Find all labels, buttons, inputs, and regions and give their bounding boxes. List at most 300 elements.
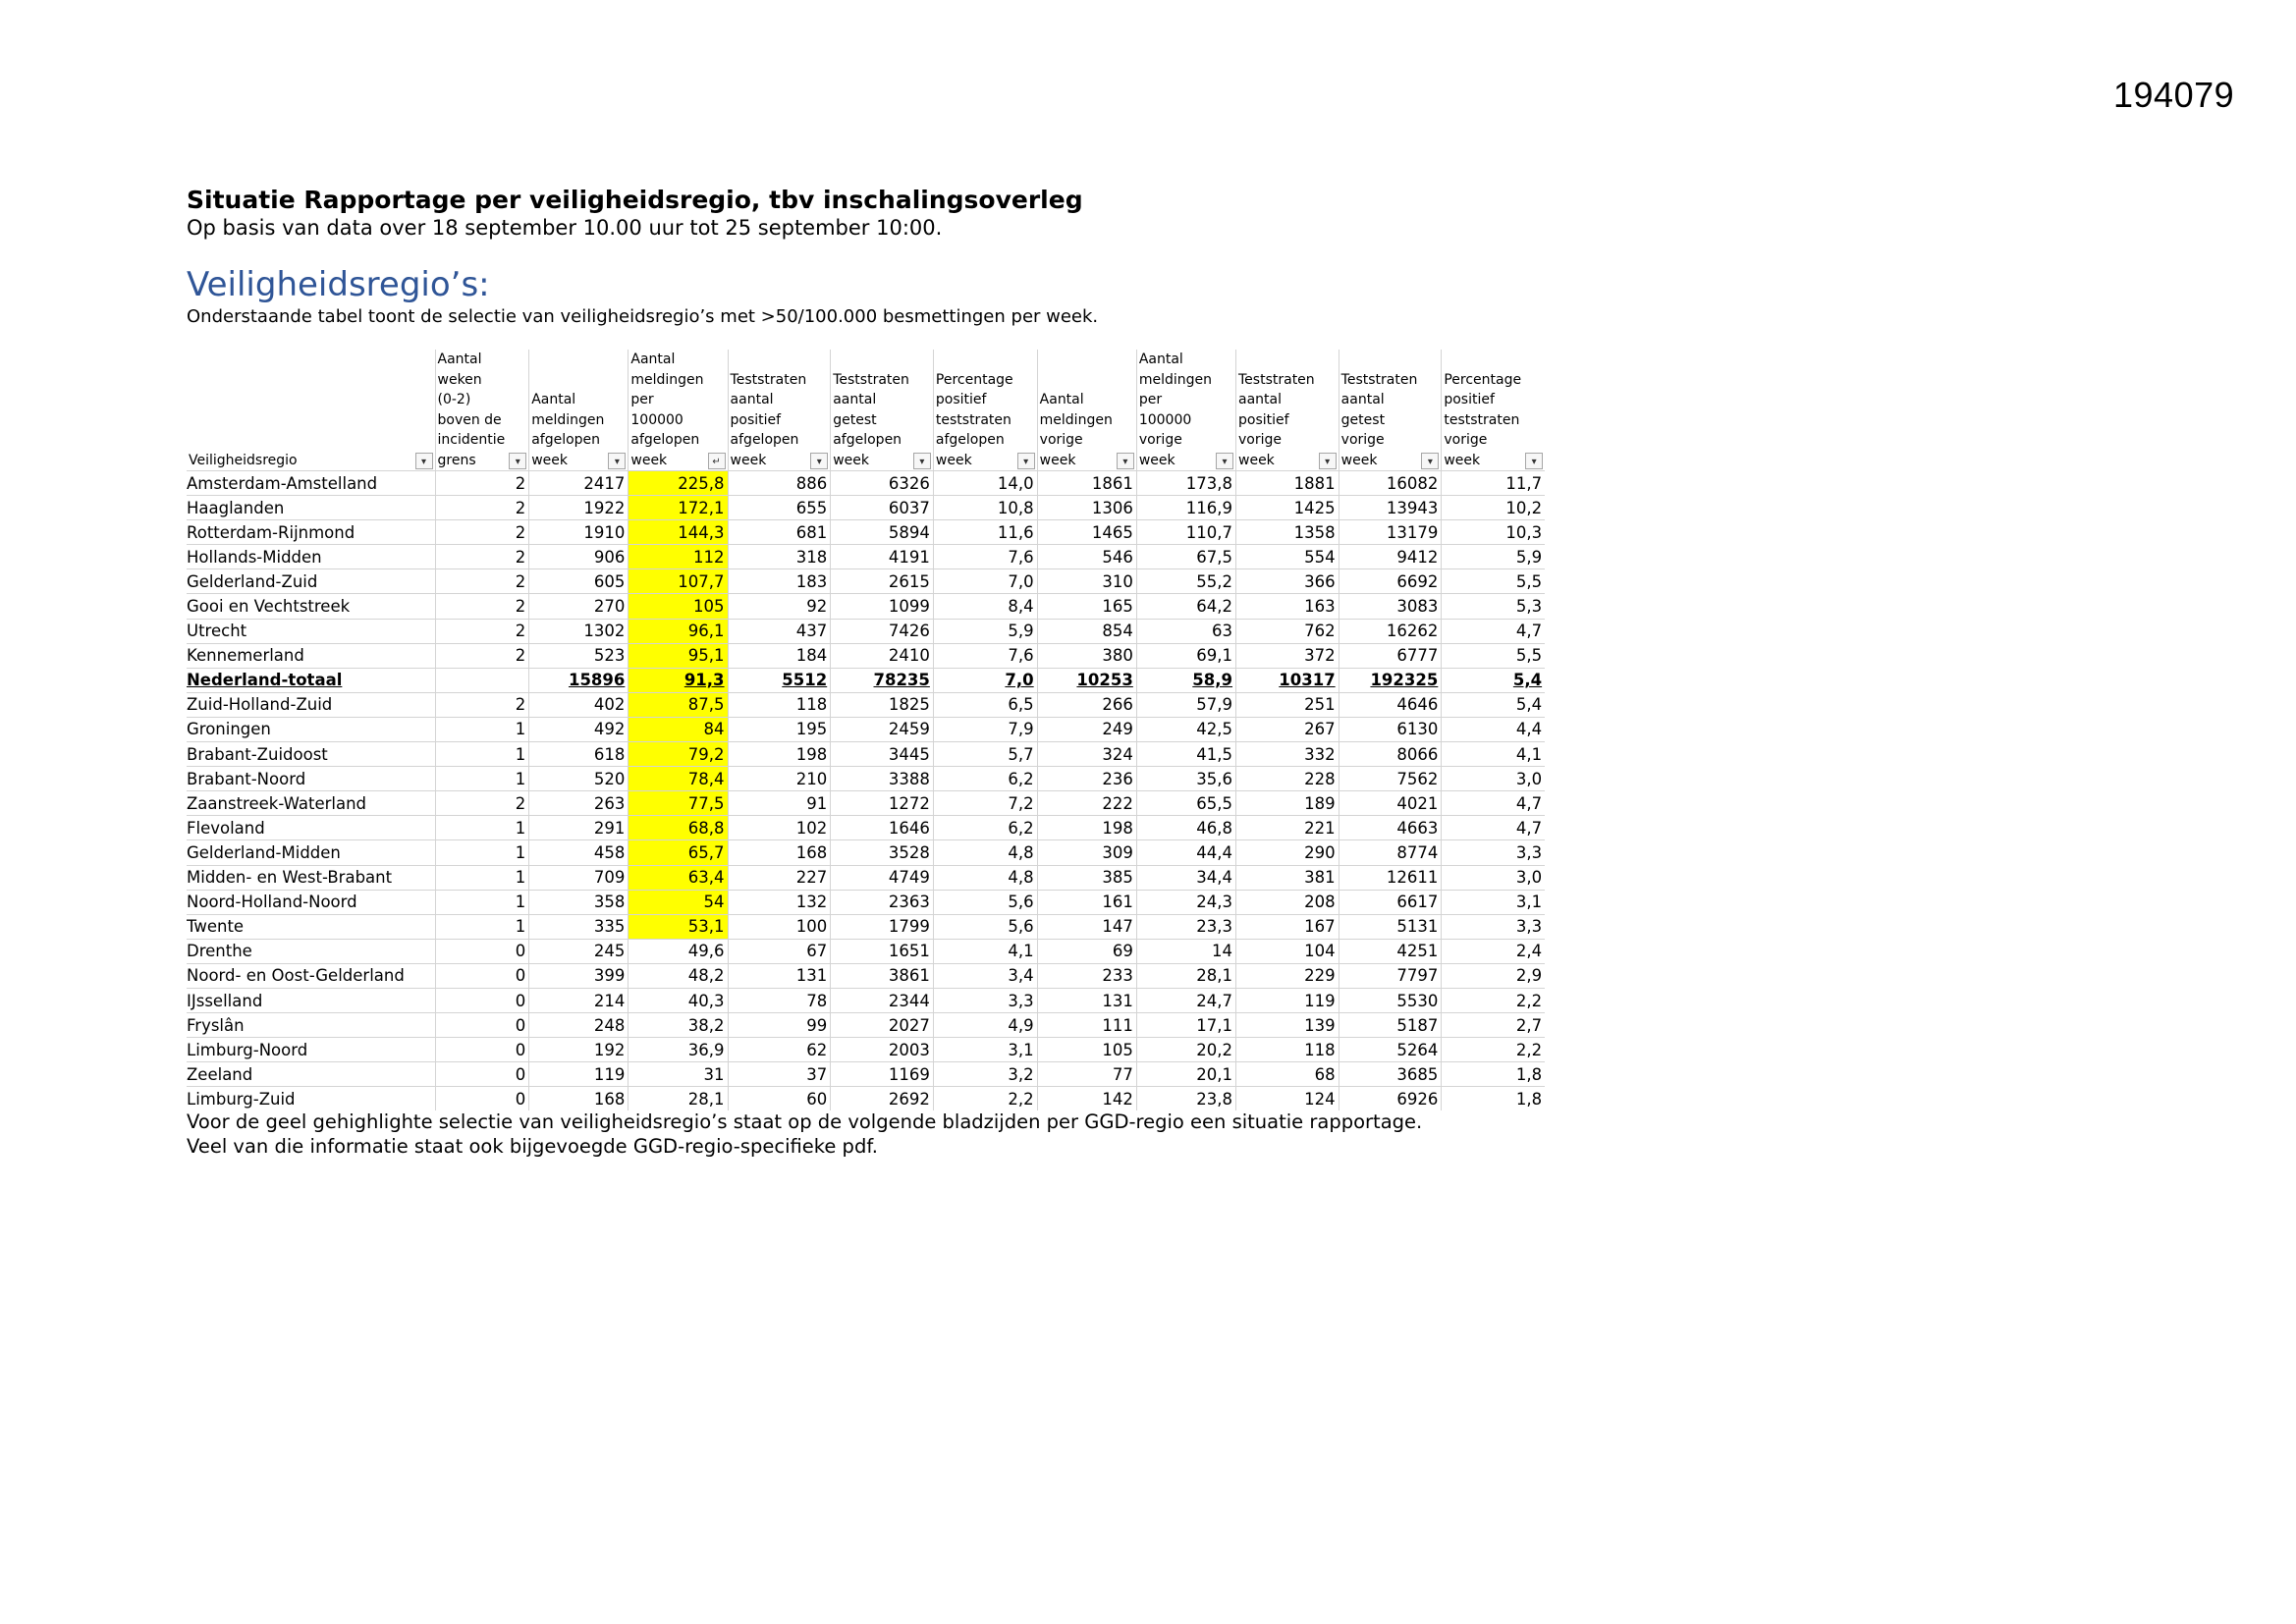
table-row [187,619,1545,643]
table-cell: 6777 [1339,643,1442,668]
table-cell: 2 [435,791,529,816]
table-cell: 2,9 [1442,963,1545,988]
table-cell: 7,0 [933,668,1037,692]
table-cell: 6037 [831,496,934,520]
table-cell: 709 [529,865,629,890]
table-cell: 5,4 [1442,668,1545,692]
region-name-cell: IJsselland [187,988,435,1012]
table-cell: 366 [1236,569,1339,594]
table-cell: 6,2 [933,816,1037,840]
table-cell: 4,8 [933,840,1037,865]
table-cell: 225,8 [629,471,728,496]
table-row [187,791,1545,816]
table-cell: 46,8 [1136,816,1235,840]
table-cell: 7,0 [933,569,1037,594]
region-name-cell: Gelderland-Midden [187,840,435,865]
table-cell: 380 [1037,643,1136,668]
table-cell: 6326 [831,471,934,496]
table-cell: 144,3 [629,520,728,545]
region-name-cell: Limburg-Zuid [187,1087,435,1111]
table-cell: 4021 [1339,791,1442,816]
document-number: 194079 [2113,75,2235,115]
table-cell: 2363 [831,890,934,914]
table-cell: 2 [435,520,529,545]
region-name-cell: Limburg-Noord [187,1038,435,1062]
table-cell: 1272 [831,791,934,816]
table-cell: 458 [529,840,629,865]
region-name-cell: Groningen [187,717,435,741]
table-cell: 23,8 [1136,1087,1235,1111]
table-cell: 118 [728,692,831,717]
table-cell: 91,3 [629,668,728,692]
region-name-cell: Amsterdam-Amstelland [187,471,435,496]
table-cell: 2 [435,496,529,520]
table-cell: 62 [728,1038,831,1062]
table-row [187,471,1545,496]
table-row [187,692,1545,717]
table-cell: 1,8 [1442,1087,1545,1111]
report-subtitle: Op basis van data over 18 september 10.00 uur tot 25 september 10:00. [187,216,943,240]
table-cell: 5131 [1339,914,1442,939]
column-header-3 [629,350,728,471]
column-header-10 [1339,350,1442,471]
table-cell: 324 [1037,742,1136,767]
dropdown-arrow-icon[interactable]: ▾ [1017,453,1035,469]
table-cell: 139 [1236,1013,1339,1038]
table-cell: 3,3 [1442,840,1545,865]
table-cell: 0 [435,939,529,963]
table-row [187,1062,1545,1087]
table-cell: 183 [728,569,831,594]
table-cell: 42,5 [1136,717,1235,741]
table-cell: 92 [728,594,831,619]
column-header-4 [728,350,831,471]
table-cell: 20,2 [1136,1038,1235,1062]
table-cell: 2003 [831,1038,934,1062]
table-cell: 105 [1037,1038,1136,1062]
table-row [187,594,1545,619]
table-cell: 1 [435,742,529,767]
table-cell: 1651 [831,939,934,963]
table-cell: 95,1 [629,643,728,668]
table-cell: 227 [728,865,831,890]
table-cell: 6,5 [933,692,1037,717]
column-header-1 [435,350,529,471]
table-cell: 64,2 [1136,594,1235,619]
table-cell: 5,6 [933,914,1037,939]
table-cell: 1169 [831,1062,934,1087]
table-cell: 222 [1037,791,1136,816]
table-cell: 3,3 [1442,914,1545,939]
table-cell: 5894 [831,520,934,545]
regio-table-container [187,350,1545,1110]
table-row [187,742,1545,767]
dropdown-arrow-icon[interactable]: ▾ [1421,453,1439,469]
footnote-line-1: Voor de geel gehighlighte selectie van veiligheidsregio’s staat op de volgende bladzijden per GGD-regio een situatie rapportage. [187,1110,1423,1133]
footnote-line-2: Veel van die informatie staat ook bijgevoegde GGD-regio-specifieke pdf. [187,1135,878,1158]
table-cell: 173,8 [1136,471,1235,496]
table-cell: 65,5 [1136,791,1235,816]
dropdown-arrow-icon[interactable]: ▾ [415,453,433,469]
table-cell: 78,4 [629,767,728,791]
table-cell: 65,7 [629,840,728,865]
column-header-6 [933,350,1037,471]
table-cell: 5512 [728,668,831,692]
table-cell: 35,6 [1136,767,1235,791]
table-cell: 0 [435,1013,529,1038]
table-cell: 5,6 [933,890,1037,914]
table-cell: 3,0 [1442,767,1545,791]
table-cell: 105 [629,594,728,619]
table-cell: 520 [529,767,629,791]
table-row [187,520,1545,545]
region-name-cell: Hollands-Midden [187,545,435,569]
table-cell: 119 [1236,988,1339,1012]
table-cell: 69,1 [1136,643,1235,668]
table-cell: 1799 [831,914,934,939]
column-header-9 [1236,350,1339,471]
table-cell: 4,7 [1442,791,1545,816]
table-cell: 1306 [1037,496,1136,520]
table-cell: 67 [728,939,831,963]
table-cell: 87,5 [629,692,728,717]
table-cell: 168 [529,1087,629,1111]
table-cell: 40,3 [629,988,728,1012]
table-cell: 107,7 [629,569,728,594]
column-header-label: Aantal meldingen per 100000 vorige week [1138,352,1212,468]
table-cell: 2 [435,643,529,668]
table-cell: 132 [728,890,831,914]
table-cell: 48,2 [629,963,728,988]
table-cell: 332 [1236,742,1339,767]
column-header-label: Aantal meldingen afgelopen week [531,392,605,468]
table-cell: 249 [1037,717,1136,741]
table-cell: 44,4 [1136,840,1235,865]
table-row [187,569,1545,594]
table-cell: 5530 [1339,988,1442,1012]
table-cell: 68,8 [629,816,728,840]
table-cell: 7562 [1339,767,1442,791]
table-cell: 5,5 [1442,569,1545,594]
table-cell: 63,4 [629,865,728,890]
region-name-cell: Brabant-Zuidoost [187,742,435,767]
table-cell: 1646 [831,816,934,840]
table-cell: 7797 [1339,963,1442,988]
table-cell: 4646 [1339,692,1442,717]
table-cell: 290 [1236,840,1339,865]
table-cell: 38,2 [629,1013,728,1038]
table-body [187,471,1545,1111]
table-row [187,717,1545,741]
table-cell: 104 [1236,939,1339,963]
table-cell: 4,8 [933,865,1037,890]
table-cell: 119 [529,1062,629,1087]
table-cell: 10,3 [1442,520,1545,545]
dropdown-arrow-icon[interactable]: ▾ [608,453,626,469]
table-cell: 14,0 [933,471,1037,496]
table-cell: 57,9 [1136,692,1235,717]
table-cell: 161 [1037,890,1136,914]
table-cell: 221 [1236,816,1339,840]
table-cell: 112 [629,545,728,569]
table-cell: 762 [1236,619,1339,643]
table-cell: 4,7 [1442,816,1545,840]
table-cell: 5,3 [1442,594,1545,619]
table-cell: 2 [435,692,529,717]
table-cell: 11,7 [1442,471,1545,496]
table-cell: 2027 [831,1013,934,1038]
table-cell: 1825 [831,692,934,717]
column-header-5 [831,350,934,471]
table-row [187,1013,1545,1038]
table-cell: 53,1 [629,914,728,939]
region-name-cell: Midden- en West-Brabant [187,865,435,890]
table-cell: 886 [728,471,831,496]
table-cell: 3,4 [933,963,1037,988]
table-cell: 142 [1037,1087,1136,1111]
table-cell: 5,4 [1442,692,1545,717]
table-cell: 1 [435,767,529,791]
table-cell: 228 [1236,767,1339,791]
region-name-cell: Flevoland [187,816,435,840]
table-cell: 9412 [1339,545,1442,569]
table-cell: 58,9 [1136,668,1235,692]
table-cell: 546 [1037,545,1136,569]
table-cell: 2410 [831,643,934,668]
column-header-label: Percentage positief teststraten vorige week [1444,371,1522,468]
table-cell: 4,9 [933,1013,1037,1038]
table-row [187,545,1545,569]
table-cell: 5,5 [1442,643,1545,668]
table-cell: 2 [435,619,529,643]
table-cell: 1099 [831,594,934,619]
table-cell: 84 [629,717,728,741]
table-cell: 60 [728,1087,831,1111]
table-cell: 0 [435,1062,529,1087]
table-cell: 16082 [1339,471,1442,496]
table-cell: 6617 [1339,890,1442,914]
sort-descending-icon[interactable]: ↵ [708,453,726,469]
table-row [187,1038,1545,1062]
table-cell: 1910 [529,520,629,545]
region-name-cell: Noord- en Oost-Gelderland [187,963,435,988]
table-cell: 10317 [1236,668,1339,692]
table-cell: 6926 [1339,1087,1442,1111]
table-cell: 7,2 [933,791,1037,816]
table-cell: 0 [435,963,529,988]
table-cell: 372 [1236,643,1339,668]
table-cell: 37 [728,1062,831,1087]
table-cell: 210 [728,767,831,791]
table-cell: 1 [435,865,529,890]
table-cell: 4,1 [1442,742,1545,767]
table-cell: 381 [1236,865,1339,890]
table-cell: 263 [529,791,629,816]
table-cell: 34,4 [1136,865,1235,890]
table-cell: 2,2 [1442,1038,1545,1062]
table-cell: 270 [529,594,629,619]
table-cell: 2615 [831,569,934,594]
table-total-row [187,668,1545,692]
table-cell: 3,2 [933,1062,1037,1087]
table-cell: 2417 [529,471,629,496]
table-cell: 67,5 [1136,545,1235,569]
table-cell: 3528 [831,840,934,865]
region-name-cell: Zuid-Holland-Zuid [187,692,435,717]
column-header-label: Teststraten aantal getest vorige week [1340,371,1418,468]
table-cell: 77,5 [629,791,728,816]
table-row [187,1087,1545,1111]
table-cell: 291 [529,816,629,840]
column-header-11 [1442,350,1545,471]
table-cell: 28,1 [1136,963,1235,988]
table-cell: 1922 [529,496,629,520]
table-cell: 399 [529,963,629,988]
table-cell: 195 [728,717,831,741]
table-cell: 245 [529,939,629,963]
table-cell: 28,1 [629,1087,728,1111]
table-cell: 189 [1236,791,1339,816]
dropdown-arrow-icon[interactable]: ▾ [1216,453,1233,469]
table-cell: 2,2 [933,1087,1037,1111]
region-name-cell: Gooi en Vechtstreek [187,594,435,619]
table-cell: 5187 [1339,1013,1442,1038]
table-cell: 229 [1236,963,1339,988]
table-cell: 192325 [1339,668,1442,692]
dropdown-arrow-icon[interactable]: ▾ [913,453,931,469]
table-cell: 2459 [831,717,934,741]
region-name-cell: Utrecht [187,619,435,643]
table-cell: 6692 [1339,569,1442,594]
table-cell: 655 [728,496,831,520]
table-cell: 16262 [1339,619,1442,643]
table-cell: 100 [728,914,831,939]
table-cell: 192 [529,1038,629,1062]
table-cell: 1 [435,914,529,939]
table-cell: 54 [629,890,728,914]
table-cell: 251 [1236,692,1339,717]
dropdown-arrow-icon[interactable]: ▾ [1117,453,1134,469]
table-cell: 2344 [831,988,934,1012]
table-cell: 5,7 [933,742,1037,767]
dropdown-arrow-icon[interactable]: ▾ [1525,453,1543,469]
table-cell: 4749 [831,865,934,890]
column-header-8 [1136,350,1235,471]
table-row [187,767,1545,791]
table-cell: 17,1 [1136,1013,1235,1038]
dropdown-arrow-icon[interactable]: ▾ [1319,453,1337,469]
table-cell: 4,1 [933,939,1037,963]
table-cell: 1465 [1037,520,1136,545]
table-cell: 208 [1236,890,1339,914]
table-cell: 402 [529,692,629,717]
table-cell: 1,8 [1442,1062,1545,1087]
table-cell: 0 [435,1087,529,1111]
table-cell: 1881 [1236,471,1339,496]
table-row [187,963,1545,988]
table-cell: 335 [529,914,629,939]
report-title: Situatie Rapportage per veiligheidsregio, tbv inschalingsoverleg [187,186,1083,214]
table-cell: 318 [728,545,831,569]
table-cell: 1 [435,840,529,865]
dropdown-arrow-icon[interactable]: ▾ [509,453,526,469]
section-heading: Veiligheidsregio’s: [187,265,490,304]
table-cell: 266 [1037,692,1136,717]
table-cell: 3388 [831,767,934,791]
table-cell: 118 [1236,1038,1339,1062]
table-cell: 6130 [1339,717,1442,741]
table-cell: 184 [728,643,831,668]
column-header-label: Teststraten aantal positief vorige week [1238,371,1315,468]
table-cell: 11,6 [933,520,1037,545]
table-row [187,890,1545,914]
column-header-2 [529,350,629,471]
table-cell: 8774 [1339,840,1442,865]
column-header-7 [1037,350,1136,471]
dropdown-arrow-icon[interactable]: ▾ [810,453,828,469]
table-cell: 605 [529,569,629,594]
table-cell: 79,2 [629,742,728,767]
table-cell: 24,7 [1136,988,1235,1012]
table-cell: 906 [529,545,629,569]
region-name-cell: Brabant-Noord [187,767,435,791]
table-cell: 5264 [1339,1038,1442,1062]
table-cell: 7,6 [933,643,1037,668]
table-cell: 3861 [831,963,934,988]
table-cell: 36,9 [629,1038,728,1062]
table-cell: 233 [1037,963,1136,988]
table-cell: 0 [435,1038,529,1062]
table-cell: 2 [435,471,529,496]
table-cell: 4251 [1339,939,1442,963]
column-header-0 [187,350,435,471]
table-cell: 49,6 [629,939,728,963]
table-row [187,939,1545,963]
table-cell: 69 [1037,939,1136,963]
table-cell: 8066 [1339,742,1442,767]
table-cell: 5,9 [1442,545,1545,569]
table-cell: 437 [728,619,831,643]
table-cell [435,668,529,692]
region-name-cell: Drenthe [187,939,435,963]
table-row [187,816,1545,840]
table-cell: 4,4 [1442,717,1545,741]
region-name-cell: Twente [187,914,435,939]
table-cell: 618 [529,742,629,767]
table-cell: 163 [1236,594,1339,619]
table-cell: 681 [728,520,831,545]
column-header-label: Percentage positief teststraten afgelopen week [935,371,1013,468]
regio-table [187,350,1545,1110]
table-cell: 1 [435,717,529,741]
footnote [187,1110,1422,1159]
column-header-label: Veiligheidsregio [189,452,298,468]
table-cell: 20,1 [1136,1062,1235,1087]
table-cell: 3,0 [1442,865,1545,890]
table-cell: 10,2 [1442,496,1545,520]
table-cell: 23,3 [1136,914,1235,939]
table-cell: 77 [1037,1062,1136,1087]
region-name-cell: Kennemerland [187,643,435,668]
table-cell: 0 [435,988,529,1012]
table-cell: 167 [1236,914,1339,939]
table-cell: 310 [1037,569,1136,594]
table-cell: 41,5 [1136,742,1235,767]
table-cell: 854 [1037,619,1136,643]
table-cell: 63 [1136,619,1235,643]
table-cell: 2,7 [1442,1013,1545,1038]
table-row [187,865,1545,890]
